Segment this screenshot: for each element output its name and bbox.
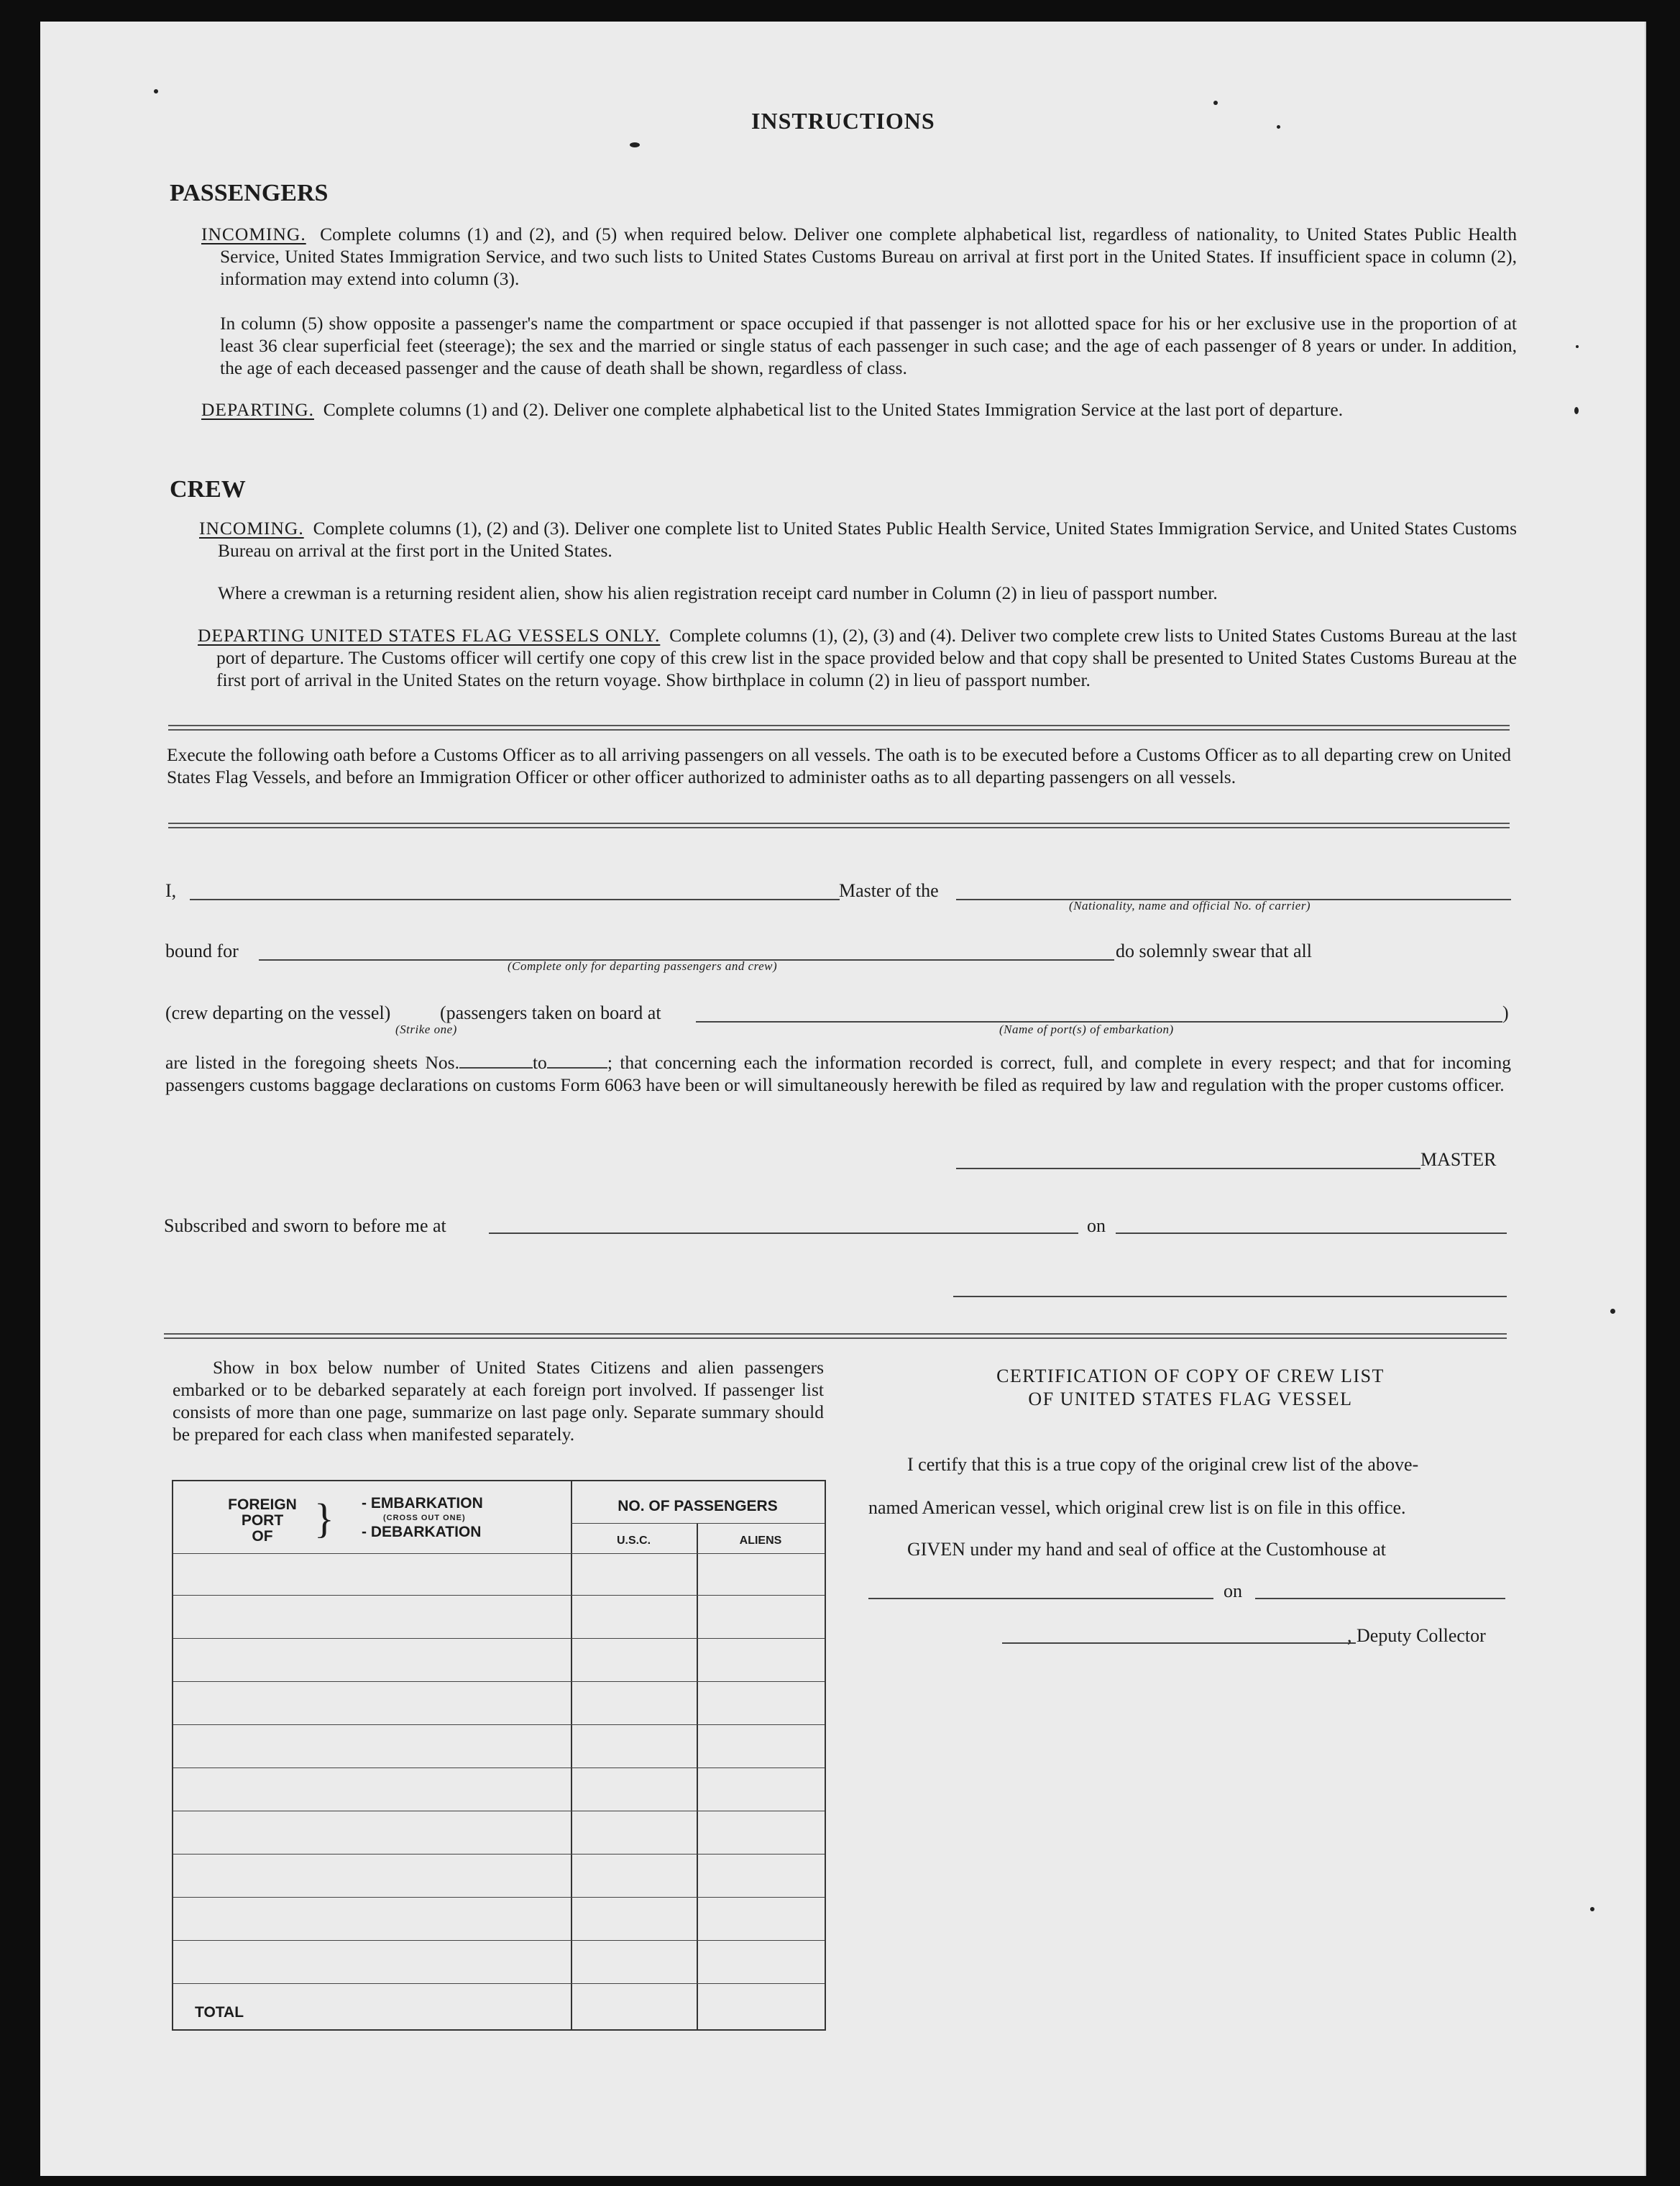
crew-departing — [198, 624, 1518, 691]
oath-i-label: I, — [165, 880, 177, 901]
crew-incoming-text: Complete columns (1), (2) and (3). Deliver one complete list to United States Public Health Service, United States Immigration Service, and United States Customs Bureau on arrival at the first port in the United States. — [218, 518, 1518, 561]
oath-subscribed: Subscribed and sworn to before me at — [164, 1215, 446, 1236]
passengers-column5-text: In column (5) show opposite a passenger's name the compartment or space occupied if that passenger is not allotted space for his or her exclusive use in the proportion of at least 36 clear superficial feet (steerage); the sex and the married or single status of each passenger in such case; and the age of each passenger of 8 years or under. In addition, the age of each deceased passenger and the cause of death shall be shown, regardless of class. — [220, 313, 1517, 378]
crew-crewman-text: Where a crewman is a returning resident alien, show his alien registration receipt card number in Column (2) in lieu of passport number. — [218, 582, 1218, 603]
scan-speck — [1590, 1907, 1594, 1911]
th-usc: U.S.C. — [616, 1535, 651, 1547]
crew-incoming — [199, 517, 1518, 562]
scan-speck — [1574, 407, 1579, 414]
table-row — [173, 1983, 825, 1984]
crew-departing-label: DEPARTING UNITED STATES FLAG VESSELS ONLY. — [198, 625, 661, 646]
oath-listed-to: to — [532, 1052, 547, 1073]
sheet-from-field[interactable] — [459, 1053, 533, 1069]
certification-title-line2: OF UNITED STATES FLAG VESSEL — [1028, 1389, 1353, 1409]
th-no-of-passengers: NO. OF PASSENGERS — [618, 1498, 778, 1514]
table-row — [173, 1553, 825, 1554]
scan-speck — [1610, 1309, 1615, 1314]
scan-speck — [1576, 345, 1579, 348]
passengers-departing-text: Complete columns (1) and (2). Deliver one complete alphabetical list to the United States Immigration Service at the last port of departure. — [323, 399, 1344, 420]
scan-speck — [154, 89, 158, 93]
col-divider — [697, 1523, 698, 2029]
th-foreign: FOREIGN — [228, 1496, 297, 1513]
passenger-summary-table — [172, 1480, 826, 2031]
divider-double — [168, 725, 1510, 731]
sheet-to-field[interactable] — [547, 1053, 607, 1069]
certification-title-line1: CERTIFICATION OF COPY OF CREW LIST — [996, 1366, 1385, 1386]
oath-master-signature-label: MASTER — [1420, 1149, 1497, 1170]
table-row — [173, 1724, 825, 1725]
th-foreign-port — [219, 1497, 306, 1545]
oath-intro: Execute the following oath before a Customs Officer as to all arriving passengers on all vessels. The oath is to be executed before a Customs Officer as to all departing crew on United States Flag Vessels, and before an Immigration Officer or other officer authorized to administer oaths as to all departing passengers on all vessels. — [167, 744, 1511, 787]
divider-double — [168, 823, 1510, 828]
passengers-departing — [201, 398, 1517, 421]
table-row — [173, 1854, 825, 1855]
crew-departing-text: Complete columns (1), (2), (3) and (4). Deliver two complete crew lists to United States Customs Bureau at the last port of departure. The Customs officer will certify one copy of this crew list in the space provided below and that copy shall be presented to United States Customs Bureau at the first port of arrival in the United States on the return voyage. Show birthplace in column (2) in lieu of passport number. — [216, 625, 1518, 690]
cert-date-field[interactable] — [1255, 1598, 1505, 1599]
oath-swear: do solemnly swear that all — [1116, 941, 1312, 961]
oath-passengers-taken: (passengers taken on board at — [440, 1002, 661, 1023]
summary-instructions: Show in box below number of United States Citizens and alien passengers embarked or to be debarked separately at each foreign port involved. If passenger list consists of more than one page, summarize on last page only. Separate summary should be prepared for each class when manifested separately. — [173, 1357, 824, 1445]
table-total-label: TOTAL — [195, 2004, 244, 2021]
master-name-field[interactable] — [190, 899, 840, 900]
oath-listed — [165, 1051, 1511, 1096]
scan-speck — [1277, 125, 1280, 129]
crew-heading: CREW — [170, 476, 246, 503]
oath-on: on — [1087, 1215, 1106, 1236]
th-cross-out: (CROSS OUT ONE) — [383, 1514, 466, 1522]
th-of: OF — [252, 1528, 273, 1545]
table-row — [173, 1681, 825, 1682]
deputy-signature-field[interactable] — [1002, 1642, 1356, 1644]
certify-line1: I certify that this is a true copy of the original crew list of the above- — [907, 1454, 1419, 1475]
oath-crew-departing: (crew departing on the vessel) — [165, 1002, 391, 1023]
oath-bound-for: bound for — [165, 941, 239, 961]
certification-title — [860, 1365, 1521, 1411]
cert-on: on — [1224, 1581, 1242, 1601]
brace-icon: } — [314, 1495, 334, 1542]
oath-close-paren: ) — [1502, 1002, 1509, 1023]
passengers-departing-label: DEPARTING. — [201, 399, 314, 420]
sworn-date-field[interactable] — [1116, 1233, 1507, 1234]
table-row — [173, 1638, 825, 1639]
scan-speck — [1213, 101, 1218, 105]
oath-listed-a: are listed in the foregoing sheets Nos. — [165, 1052, 459, 1073]
bound-caption: (Complete only for departing passengers and crew) — [508, 959, 778, 973]
strike-caption: (Strike one) — [395, 1023, 457, 1036]
table-row — [173, 1595, 825, 1596]
sworn-place-field[interactable] — [489, 1233, 1078, 1234]
th-debarkation: - DEBARKATION — [362, 1524, 482, 1540]
passengers-incoming-label: INCOMING. — [201, 224, 306, 244]
table-row — [173, 1897, 825, 1898]
master-signature-field[interactable] — [956, 1168, 1420, 1169]
customhouse-place-field[interactable] — [868, 1598, 1213, 1599]
passengers-incoming — [201, 223, 1517, 290]
divider-double — [164, 1333, 1507, 1339]
oath-master-of: Master of the — [839, 880, 939, 901]
deputy-collector-label: , Deputy Collector — [1347, 1625, 1486, 1646]
page-title: INSTRUCTIONS — [751, 108, 935, 134]
th-embarkation: - EMBARKATION — [362, 1495, 483, 1512]
scan-speck — [630, 142, 640, 147]
certify-line2: named American vessel, which original crew list is on file in this office. — [868, 1497, 1406, 1518]
th-aliens: ALIENS — [739, 1535, 782, 1547]
ports-caption: (Name of port(s) of embarkation) — [999, 1023, 1174, 1036]
table-row — [173, 1940, 825, 1941]
passengers-heading: PASSENGERS — [170, 180, 329, 206]
oath-listed-b: ; that concerning each the information recorded is correct, full, and complete in every respect; and that for incoming passengers customs baggage declarations on customs Form 6063 have been or will simultaneously herewith be filed as required by law and regulation with the proper customs officer. — [165, 1052, 1511, 1095]
header-divider — [571, 1523, 825, 1524]
passengers-incoming-text: Complete columns (1) and (2), and (5) when required below. Deliver one complete alphabetical list, regardless of nationality, to United States Public Health Service, United States Immigration Service, and two such lists to United States Customs Bureau on arrival at first port in the United States. If insufficient space in column (2), information may extend into column (3). — [220, 224, 1517, 289]
table-row — [173, 1767, 825, 1768]
given-text: GIVEN under my hand and seal of office at the Customhouse at — [907, 1539, 1386, 1560]
officer-signature-field[interactable] — [953, 1296, 1507, 1297]
crew-incoming-label: INCOMING. — [199, 518, 304, 539]
carrier-caption: (Nationality, name and official No. of carrier) — [1069, 899, 1311, 913]
th-port: PORT — [241, 1512, 284, 1529]
col-divider — [571, 1481, 572, 2029]
